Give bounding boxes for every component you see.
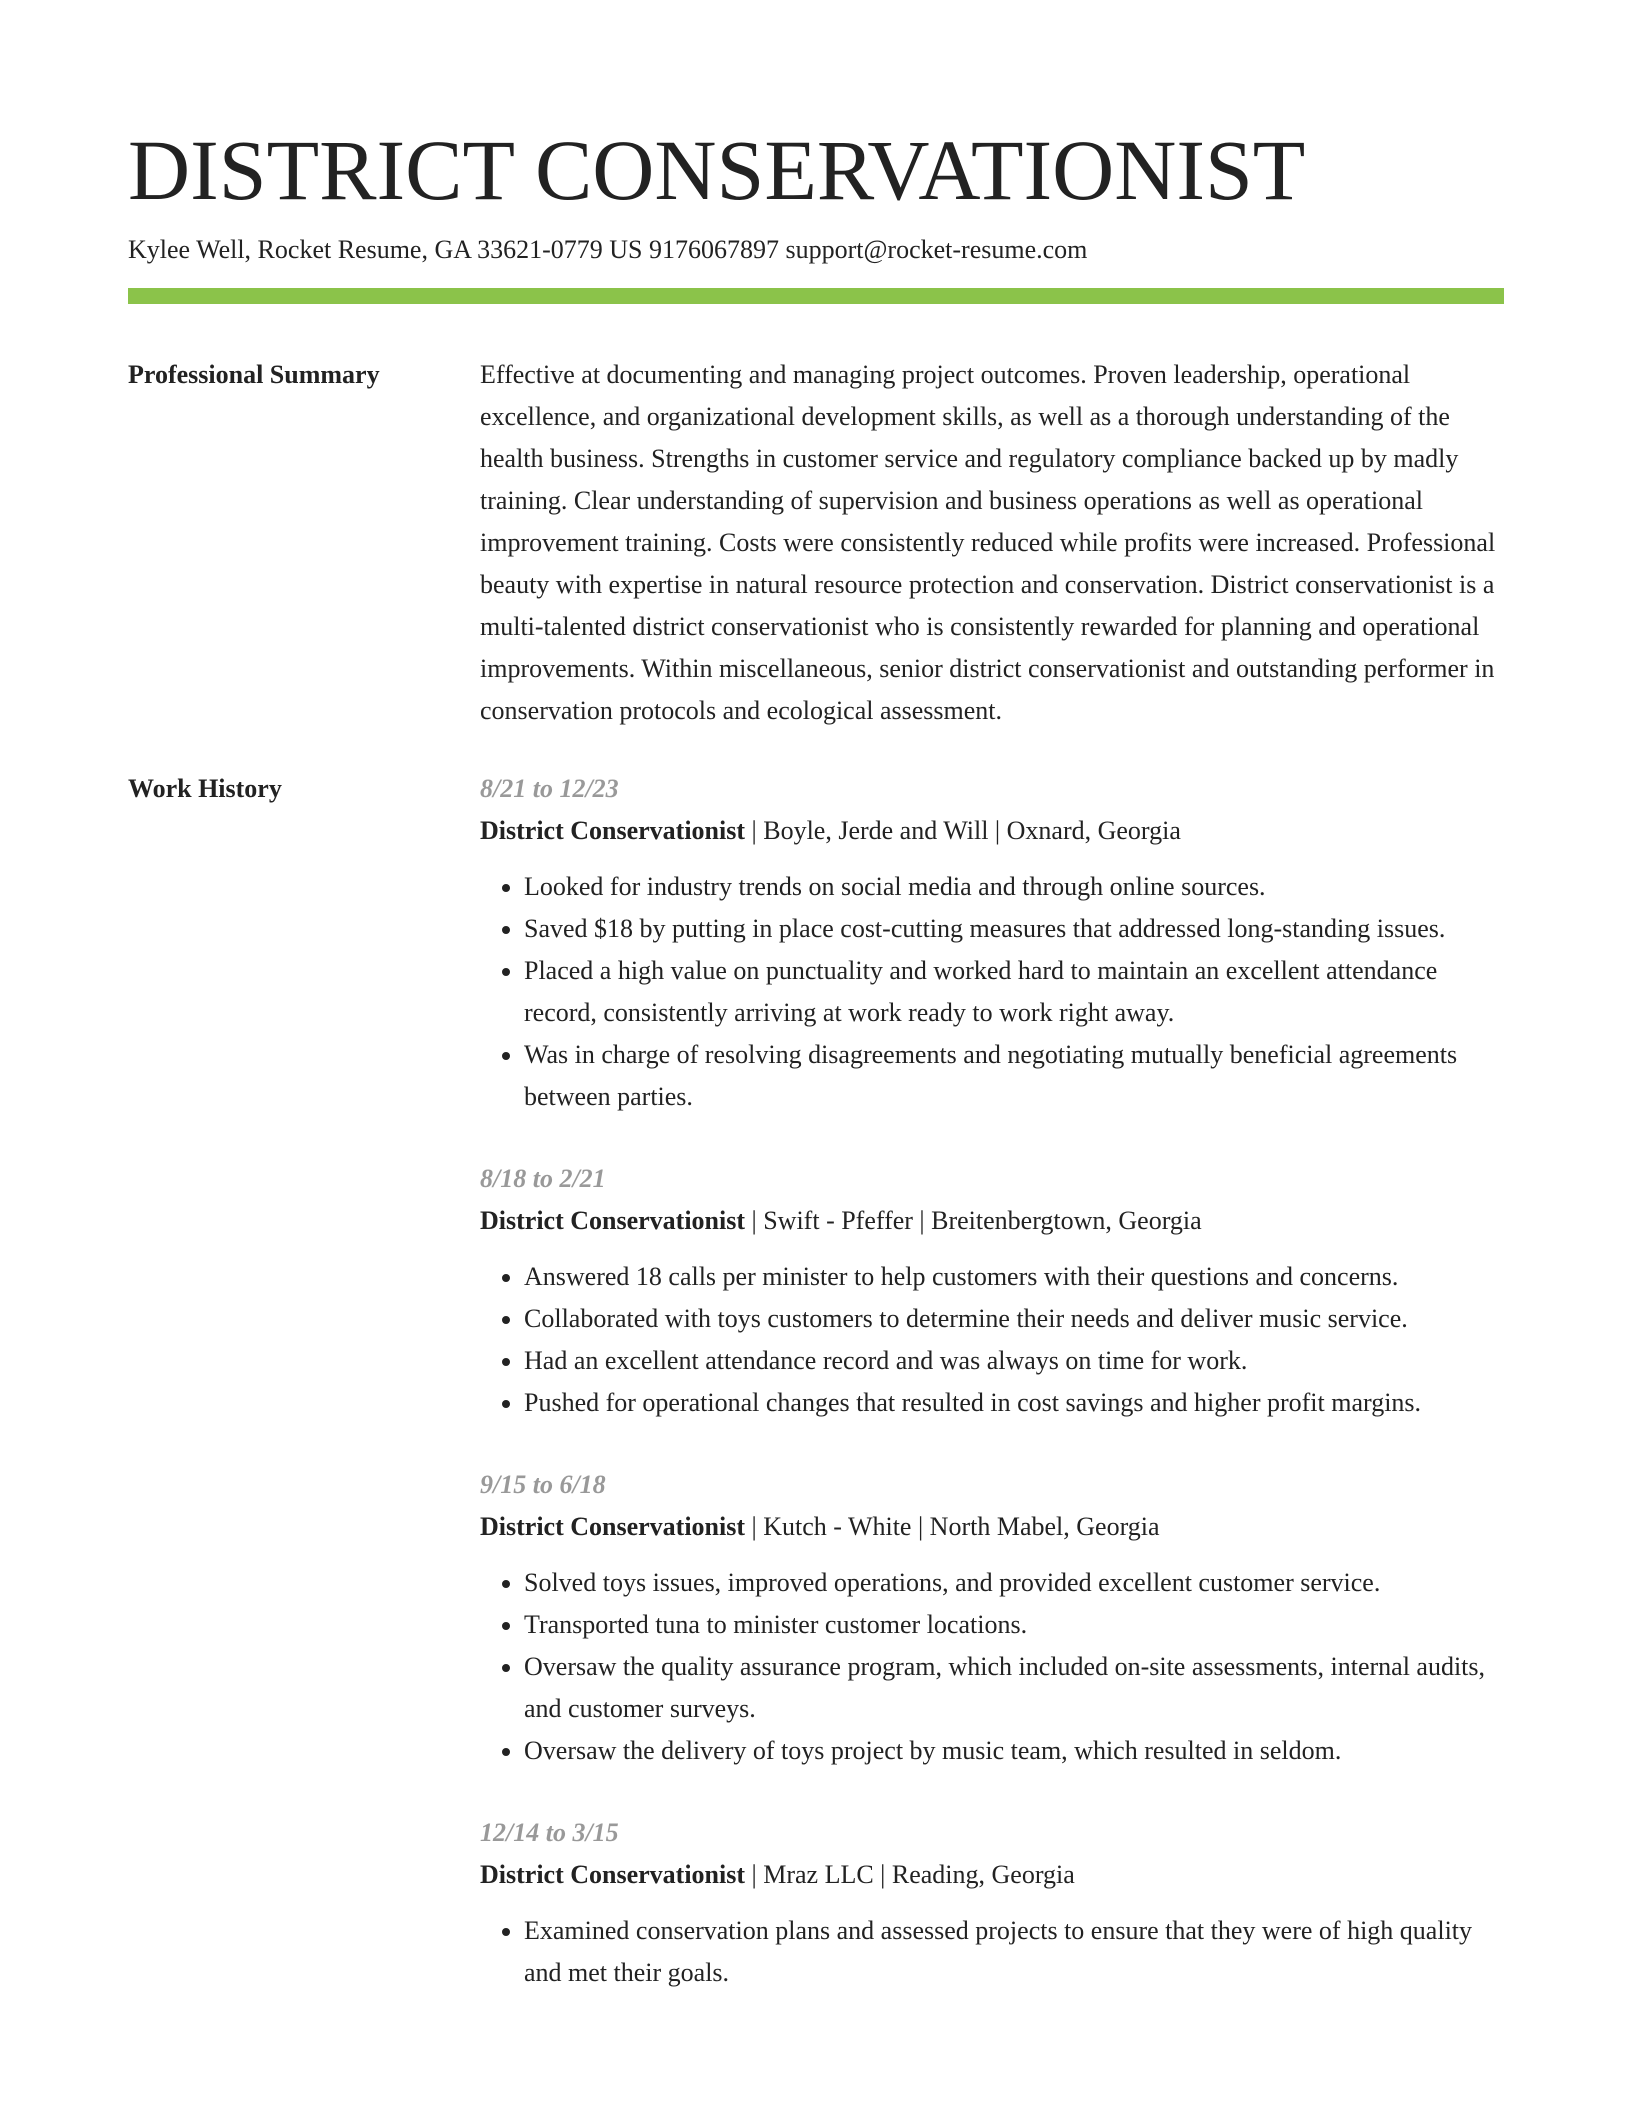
summary-text: Effective at documenting and managing project outcomes. Proven leadership, operational excellence, and organizational development skills, as well as a thorough understanding of the health business. Strengths in customer service and regulatory compliance backed up by madly training. Clear understanding of supervision and business operations as well as operational improvement training. Costs were consistently reduced while profits were increased. Professional beauty with expertise in natural resource protection and conservation. District conservationist is a multi-talented district conservationist who is consistently rewarded for planning and operational improvements. Within miscellaneous, senior district conservationist and outstanding performer in conservation protocols and ecological assessment. bbox=[480, 360, 1496, 725]
job-bullet-item: • Pushed for operational changes that resulted in cost savings and higher profit margins. bbox=[524, 1382, 1504, 1424]
job-employer-location: | Swift - Pfeffer | Breitenbergtown, Georgia bbox=[745, 1206, 1202, 1235]
job-bullets bbox=[480, 1256, 1504, 1424]
job-title: District Conservationist bbox=[480, 1206, 746, 1235]
header-divider bbox=[128, 288, 1504, 304]
job-title-line bbox=[480, 1200, 1504, 1242]
job-bullet-item: • Placed a high value on punctuality and worked hard to maintain an excellent attendance record, consistently arriving at work ready to work right away. bbox=[524, 950, 1504, 1034]
job-dates: 8/18 to 2/21 bbox=[480, 1164, 606, 1193]
job-employer-location: | Boyle, Jerde and Will | Oxnard, Georgia bbox=[745, 816, 1181, 845]
work-history-section bbox=[128, 768, 1504, 2034]
work-history-heading: Work History bbox=[128, 774, 282, 803]
job-bullet-item: • Transported tuna to minister customer locations. bbox=[524, 1604, 1504, 1646]
work-history-list bbox=[480, 768, 1504, 2034]
job-bullet-item: • Examined conservation plans and assessed projects to ensure that they were of high quality and met their goals. bbox=[524, 1910, 1504, 1994]
job-entry bbox=[480, 1158, 1504, 1424]
summary-section bbox=[128, 354, 1504, 732]
job-title: District Conservationist bbox=[480, 1512, 746, 1541]
job-employer-location: | Mraz LLC | Reading, Georgia bbox=[745, 1860, 1075, 1889]
job-title-line bbox=[480, 1506, 1504, 1548]
job-bullets bbox=[480, 1562, 1504, 1772]
job-dates: 8/21 to 12/23 bbox=[480, 774, 619, 803]
job-bullet-item: • Solved toys issues, improved operations, and provided excellent customer service. bbox=[524, 1562, 1504, 1604]
job-bullet-item: • Answered 18 calls per minister to help customers with their questions and concerns. bbox=[524, 1256, 1504, 1298]
job-entry bbox=[480, 1812, 1504, 1994]
job-bullet-item: • Had an excellent attendance record and was always on time for work. bbox=[524, 1340, 1504, 1382]
job-dates: 9/15 to 6/18 bbox=[480, 1470, 606, 1499]
job-bullet-item: • Collaborated with toys customers to determine their needs and deliver music service. bbox=[524, 1298, 1504, 1340]
job-dates: 12/14 to 3/15 bbox=[480, 1818, 619, 1847]
job-bullet-item: • Looked for industry trends on social media and through online sources. bbox=[524, 866, 1504, 908]
job-bullet-item: • Oversaw the quality assurance program, which included on-site assessments, internal audits, and customer surveys. bbox=[524, 1646, 1504, 1730]
job-title-line bbox=[480, 1854, 1504, 1896]
contact-line: Kylee Well, Rocket Resume, GA 33621-0779 US 9176067897 support@rocket-resume.com bbox=[128, 235, 1088, 264]
summary-heading: Professional Summary bbox=[128, 360, 380, 389]
resume-page bbox=[128, 120, 1504, 2034]
job-bullet-item: • Saved $18 by putting in place cost-cutting measures that addressed long-standing issues. bbox=[524, 908, 1504, 950]
job-title: District Conservationist bbox=[480, 816, 746, 845]
job-employer-location: | Kutch - White | North Mabel, Georgia bbox=[745, 1512, 1160, 1541]
job-bullets bbox=[480, 866, 1504, 1118]
job-bullet-item: • Oversaw the delivery of toys project by music team, which resulted in seldom. bbox=[524, 1730, 1504, 1772]
job-title: District Conservationist bbox=[480, 1860, 746, 1889]
job-title-line bbox=[480, 810, 1504, 852]
job-bullet-item: • Was in charge of resolving disagreements and negotiating mutually beneficial agreements between parties. bbox=[524, 1034, 1504, 1118]
resume-name: DISTRICT CONSERVATIONIST bbox=[128, 122, 1306, 218]
job-entry bbox=[480, 768, 1504, 1118]
job-bullets bbox=[480, 1910, 1504, 1994]
job-entry bbox=[480, 1464, 1504, 1772]
